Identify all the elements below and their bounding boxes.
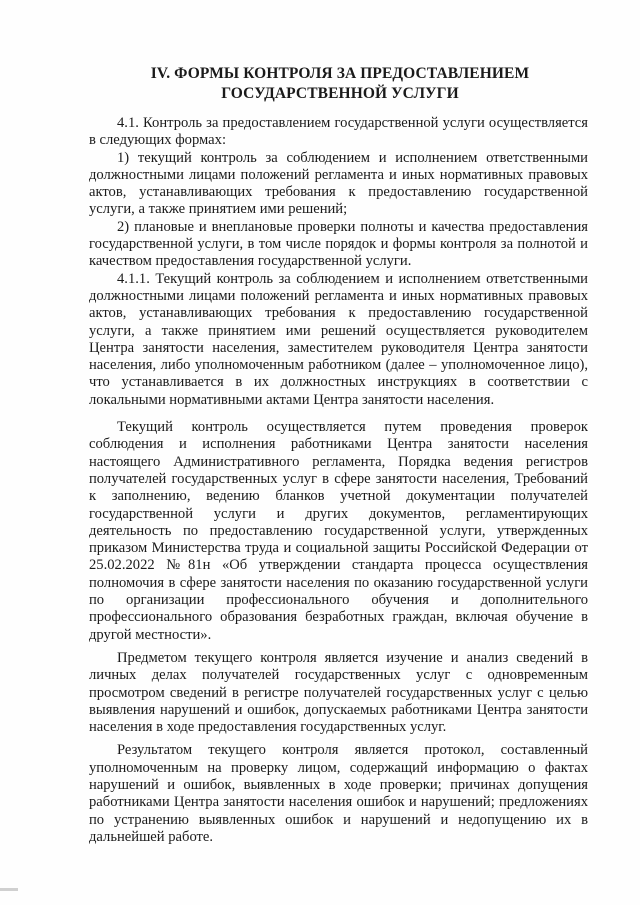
paragraph-control-result: Результатом текущего контроля является протокол, составленный уполномоченным на проверку лицом, содержащий информацию о фактах нарушений и ошибок, выявленных в ходе проверки; причинах допущения работниками Центра занятости населения ошибок и нарушений; предложениях по устранению выявленных ошибок и нарушений и недопущению их в дальнейшей работе. [89,742,588,845]
document-body [89,115,588,846]
section-heading-line-2: ГОСУДАРСТВЕННОЙ УСЛУГИ [221,85,459,102]
section-heading-line-1: IV. ФОРМЫ КОНТРОЛЯ ЗА ПРЕДОСТАВЛЕНИЕМ [150,65,530,82]
paragraph-4-1-1: 4.1.1. Текущий контроль за соблюдением и исполнением ответственными должностными лицами положений регламента и иных нормативных правовых актов, устанавливающих требования к предоставлению государственной услуги, а также принятием ими решений осуществляется руководителем Центра занятости населения, заместителем руководителя Центра занятости населения, либо уполномоченным работником (далее – уполномоченное лицо), что устанавливается в их должностных инструкциях в соответствии с локальными нормативными актами Центра занятости населения. [89,270,588,408]
paragraph-4-1: 4.1. Контроль за предоставлением государственной услуги осуществляется в следующих формах: [89,115,588,149]
paragraph-item-1: 1) текущий контроль за соблюдением и исполнением ответственными должностными лицами положений регламента и иных нормативных правовых актов, устанавливающих требования к предоставлению государственной услуги, а также принятием ими решений; [89,149,588,218]
scan-edge-mark [0,888,18,891]
paragraph-control-subject: Предметом текущего контроля является изучение и анализ сведений в личных делах получателей государственных услуг с одновременным просмотром сведений в регистре получателей государственных услуг с целью выявления нарушений и ошибок, допускаемых работниками Центра занятости населения в ходе предоставления государственных услуг. [89,649,588,736]
section-heading [90,64,590,104]
paragraph-item-2: 2) плановые и внеплановые проверки полноты и качества предоставления государственной услуги, в том числе порядок и формы контроля за полнотой и качеством предоставления государственной услуги. [89,218,588,270]
paragraph-current-control: Текущий контроль осуществляется путем проведения проверок соблюдения и исполнения работниками Центра занятости населения настоящего Административного регламента, Порядка ведения регистров получателей государственных услуг в сфере занятости населения, Требований к заполнению, ведению бланков учетной документации получателей государственной услуги и других документов, регламентирующих деятельность по предоставлению государственной услуги, утвержденных приказом Министерства труда и социальной защиты Российской Федерации от 25.02.2022 №81н «Об утверждении стандарта процесса осуществления полномочия в сфере занятости населения по оказанию государственной услуги по организации профессионального обучения и дополнительного профессионального образования безработных граждан, включая обучение в другой местности». [89,419,588,643]
